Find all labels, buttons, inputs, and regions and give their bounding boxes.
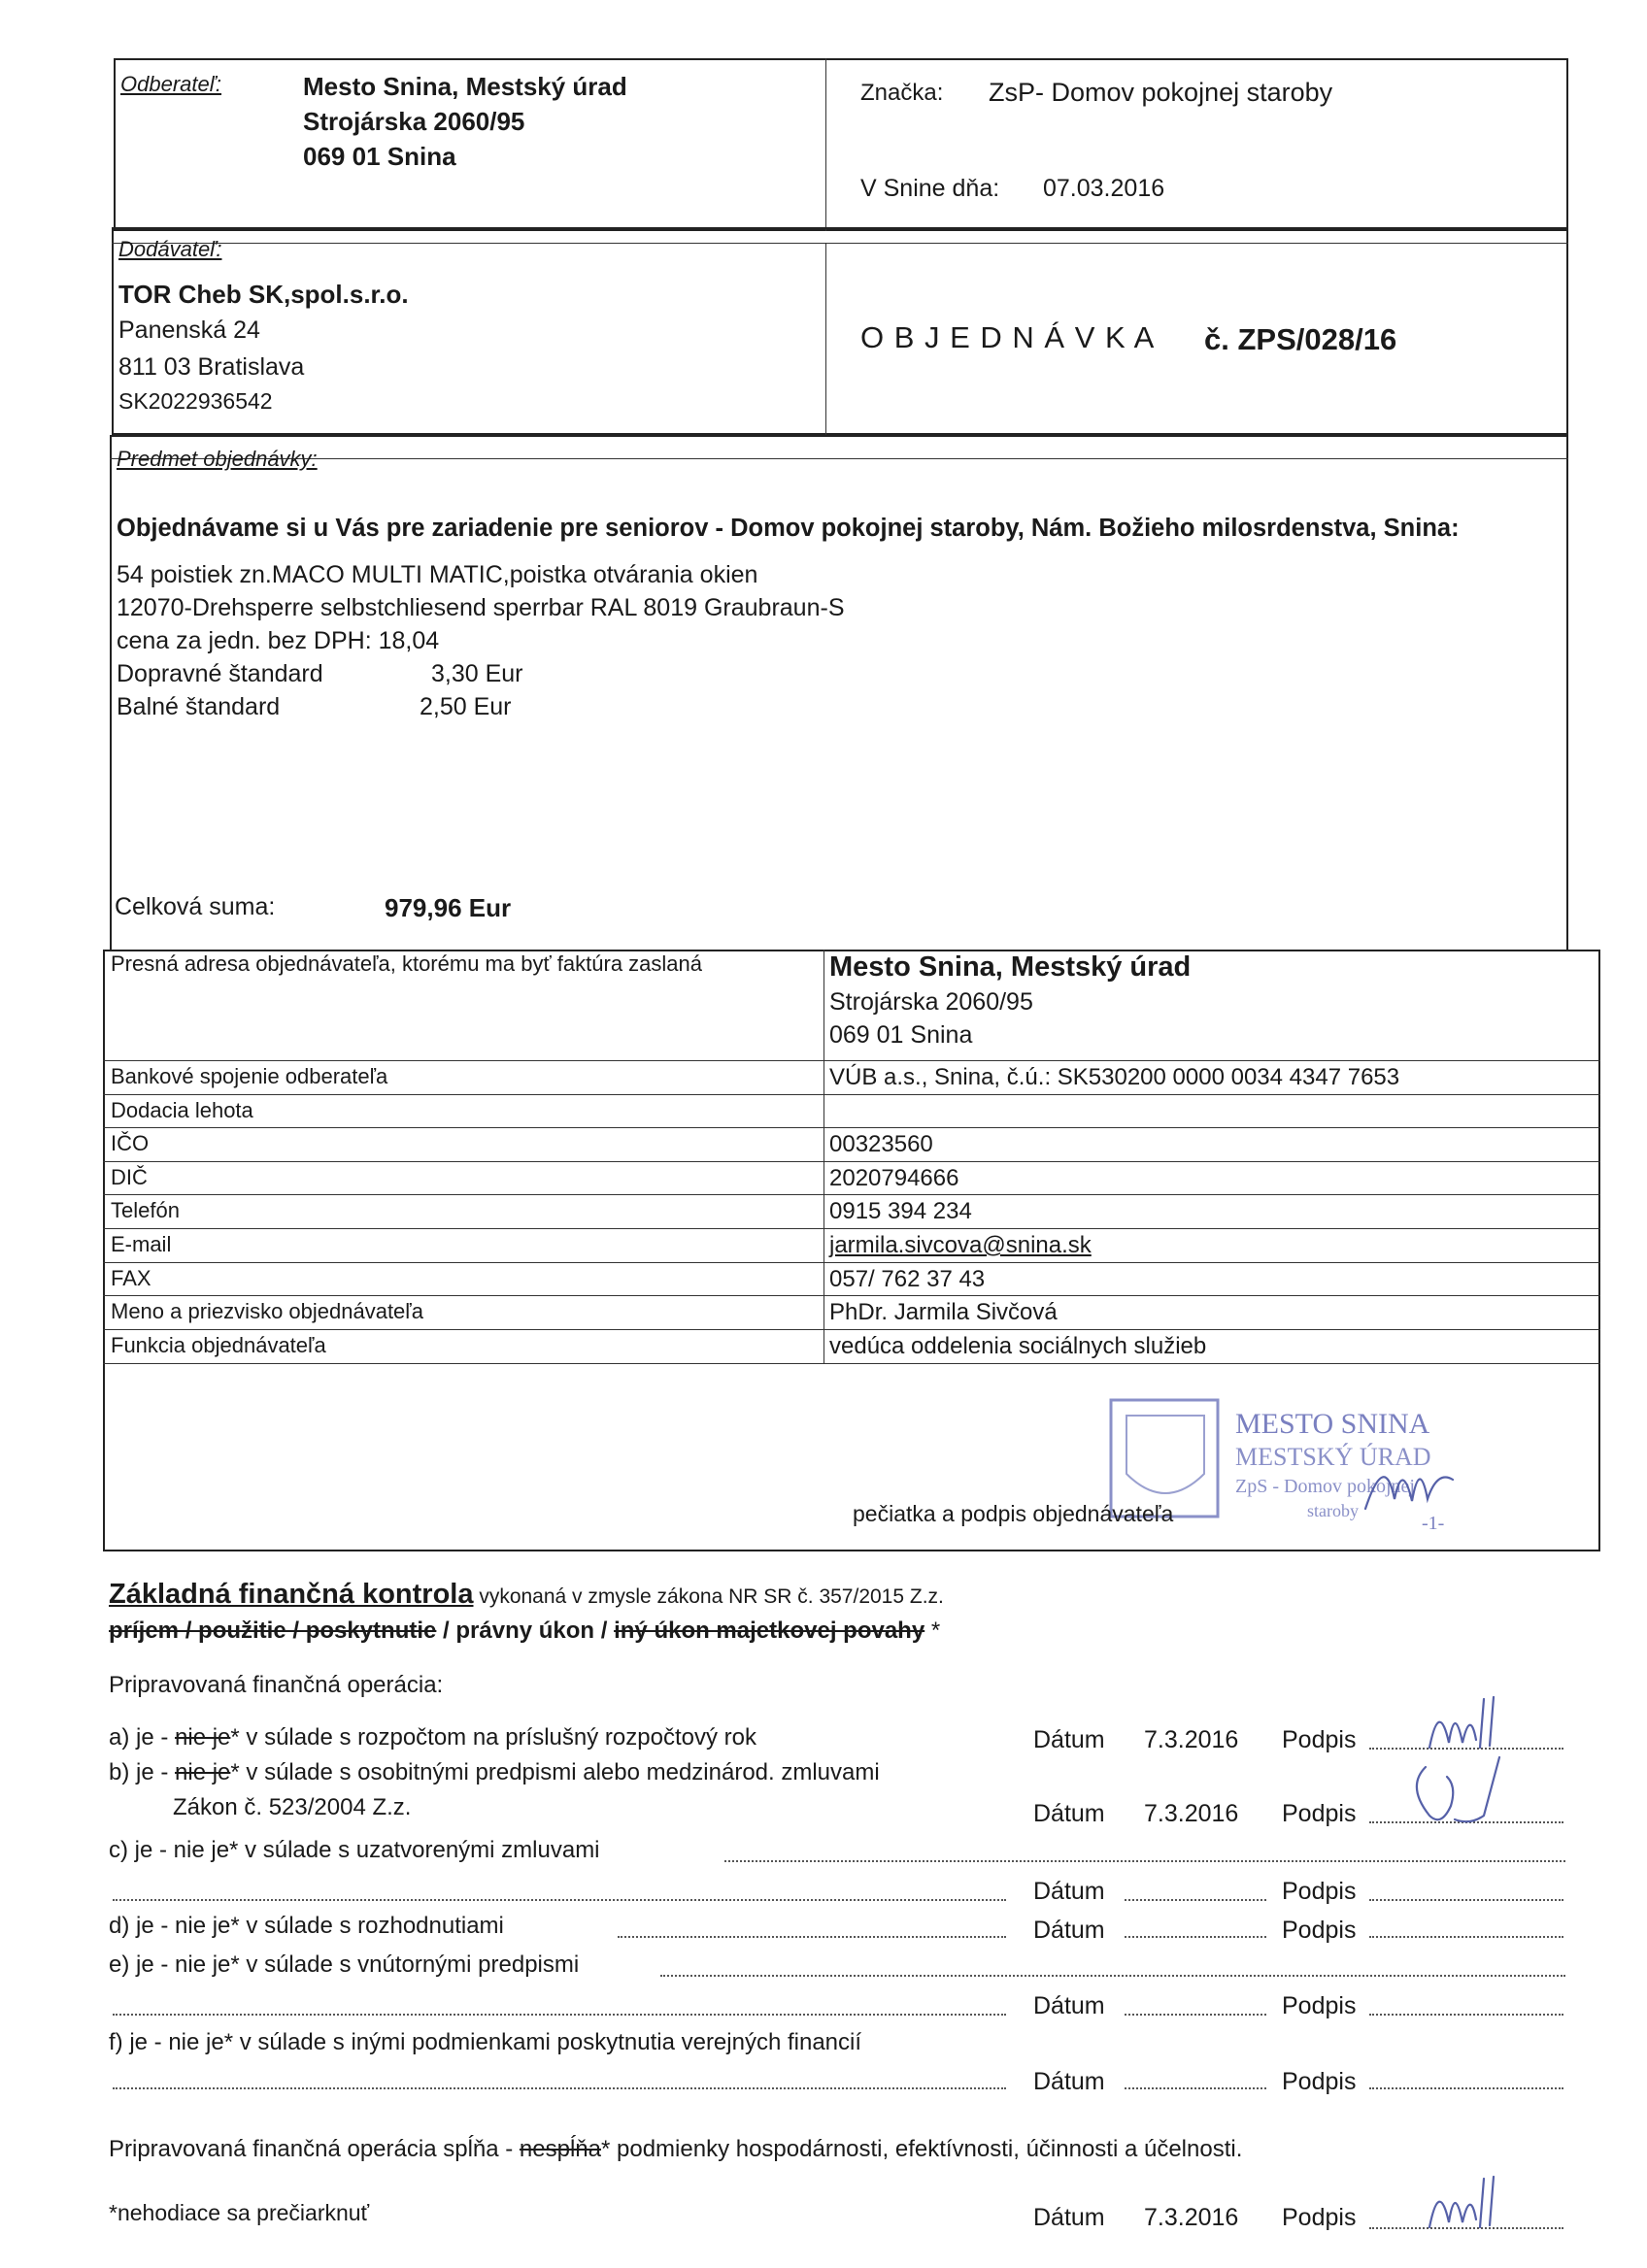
control-final-struck: nespĺňa	[519, 2136, 601, 2162]
control-b-struck: nie je	[175, 1759, 231, 1785]
date-label: V Snine dňa:	[860, 175, 1000, 202]
control-title-line	[109, 1579, 944, 1611]
control-b-pre: b) je -	[109, 1759, 176, 1785]
subject-line1: 54 poistiek zn.MACO MULTI MATIC,poistka otvárania okien	[117, 561, 758, 588]
podpis-d-label: Podpis	[1282, 1917, 1357, 1944]
supplier-vat: SK2022936542	[118, 388, 273, 414]
supplier-street: Panenská 24	[118, 317, 260, 344]
detail-row-value: 057/ 762 37 43	[829, 1265, 986, 1292]
podpis-a-label: Podpis	[1282, 1726, 1357, 1753]
detail-row-line	[103, 1127, 1600, 1128]
datum-f-dots	[1125, 2087, 1266, 2089]
address-street: Strojárska 2060/95	[829, 988, 1033, 1016]
podpis-f-label: Podpis	[1282, 2068, 1357, 2095]
detail-row-label: Dodacia lehota	[111, 1097, 253, 1122]
address-city: 069 01 Snina	[829, 1021, 973, 1049]
shipping-value: 3,30 Eur	[431, 660, 523, 687]
control-sub-star: *	[924, 1618, 941, 1644]
total-value: 979,96 Eur	[385, 893, 512, 922]
header-divider	[825, 58, 826, 231]
znacka-value: ZsP- Domov pokojnej staroby	[989, 78, 1333, 107]
detail-row-line	[103, 1329, 1600, 1330]
footnote: *nehodiace sa prečiarknuť	[109, 2200, 370, 2225]
address-bottom-line	[103, 1060, 1600, 1061]
signature-b	[1402, 1748, 1519, 1835]
control-a-post: * v súlade s rozpočtom na príslušný rozpočtový rok	[230, 1724, 756, 1751]
stamp-caption: pečiatka a podpis objednávateľa	[853, 1501, 1174, 1526]
control-final-post: * podmienky hospodárnosti, efektívnosti, účinnosti a účelnosti.	[601, 2136, 1243, 2162]
date-value: 07.03.2016	[1043, 175, 1165, 202]
packing-label: Balné štandard	[117, 693, 281, 720]
order-title: O B J E D N Á V K A	[860, 320, 1156, 354]
supplier-label: Dodávateľ:	[118, 237, 222, 261]
detail-row-value: 00323560	[829, 1131, 933, 1158]
control-sub-struck1: príjem / použitie / poskytnutie	[109, 1618, 437, 1644]
detail-row-value: VÚB a.s., Snina, č.ú.: SK530200 0000 0034 4347 7653	[829, 1064, 1400, 1090]
detail-row-value: PhDr. Jarmila Sivčová	[829, 1299, 1058, 1326]
datum-a-label: Dátum	[1033, 1726, 1105, 1753]
odberatel-street: Strojárska 2060/95	[303, 107, 525, 136]
detail-row-line	[103, 1094, 1600, 1095]
podpis-c-dots	[1369, 1899, 1563, 1901]
datum-c-dots	[1125, 1899, 1266, 1901]
podpis-d-dots	[1369, 1936, 1563, 1938]
detail-row-line	[103, 1161, 1600, 1162]
control-c: c) je - nie je* v súlade s uzatvorenými zmluvami	[109, 1837, 600, 1863]
datum-e-label: Dátum	[1033, 1992, 1105, 2019]
datum-c-label: Dátum	[1033, 1878, 1105, 1905]
datum-b-label: Dátum	[1033, 1800, 1105, 1827]
d-dots	[618, 1936, 1006, 1938]
subject-line2: 12070-Drehsperre selbstchliesend sperrbar RAL 8019 Graubraun-S	[117, 594, 845, 621]
control-d: d) je - nie je* v súlade s rozhodnutiami	[109, 1913, 504, 1939]
podpis-e-dots	[1369, 2014, 1563, 2016]
detail-row-label: E-mail	[111, 1232, 172, 1256]
detail-row-value: vedúca oddelenia sociálnych služieb	[829, 1332, 1207, 1359]
control-a	[109, 1724, 756, 1751]
stamp-line3: ZpS - Domov pokojnej	[1235, 1476, 1415, 1497]
odberatel-label: Odberateľ:	[120, 72, 222, 96]
shipping-label: Dopravné štandard	[117, 660, 323, 687]
subject-intro: Objednávame si u Vás pre zariadenie pre seniorov - Domov pokojnej staroby, Nám. Božieho milosrdenstva, Snina:	[117, 515, 1460, 542]
signature-final	[1420, 2169, 1507, 2237]
detail-row-line	[103, 1194, 1600, 1195]
podpis-c-label: Podpis	[1282, 1878, 1357, 1905]
stamp-num: -1-	[1422, 1513, 1445, 1534]
stamp-line2: MESTSKÝ ÚRAD	[1235, 1443, 1431, 1471]
details-bottom-line	[103, 1363, 1600, 1364]
e-dots-1	[660, 1975, 1565, 1977]
control-b-law: Zákon č. 523/2004 Z.z.	[173, 1794, 412, 1820]
detail-row-label: FAX	[111, 1265, 151, 1290]
control-subtitle	[109, 1618, 940, 1645]
detail-row-label: Funkcia objednávateľa	[111, 1332, 326, 1357]
address-name: Mesto Snina, Mestský úrad	[829, 951, 1192, 983]
control-sub-mid: / právny úkon /	[436, 1618, 615, 1644]
control-sub-struck2: iný úkon majetkovej povahy	[614, 1618, 925, 1644]
odberatel-city: 069 01 Snina	[303, 142, 456, 171]
f-dots	[113, 2087, 1006, 2089]
detail-row-label: Bankové spojenie odberateľa	[111, 1064, 388, 1088]
packing-value: 2,50 Eur	[420, 693, 512, 720]
c-dots-1	[724, 1860, 1565, 1862]
datum-b-value: 7.3.2016	[1144, 1800, 1239, 1827]
detail-row-line	[103, 1295, 1600, 1296]
datum-f-label: Dátum	[1033, 2068, 1105, 2095]
detail-row-label: IČO	[111, 1131, 150, 1156]
total-label: Celková suma:	[115, 893, 276, 920]
control-b-post: * v súlade s osobitnými predpismi alebo medzinárod. zmluvami	[230, 1759, 880, 1785]
podpis-f-dots	[1369, 2087, 1563, 2089]
znacka-label: Značka:	[860, 80, 944, 106]
subject-label: Predmet objednávky:	[117, 447, 318, 471]
datum-e-dots	[1125, 2014, 1266, 2016]
control-a-struck: nie je	[175, 1724, 231, 1751]
control-e: e) je - nie je* v súlade s vnútornými predpismi	[109, 1951, 580, 1978]
address-label: Presná adresa objednávateľa, ktorému ma byť faktúra zaslaná	[111, 951, 703, 976]
stamp-signature	[1356, 1441, 1462, 1528]
subject-line3: cena za jedn. bez DPH: 18,04	[117, 627, 440, 654]
control-b	[109, 1759, 880, 1786]
c-dots-2	[113, 1899, 1006, 1901]
podpis-b-label: Podpis	[1282, 1800, 1357, 1827]
e-dots-2	[113, 2014, 1006, 2016]
control-f: f) je - nie je* v súlade s inými podmienkami poskytnutia verejných financií	[109, 2029, 862, 2055]
stamp-line1: MESTO SNINA	[1235, 1408, 1430, 1440]
podpis-final-label: Podpis	[1282, 2204, 1357, 2231]
odberatel-name: Mesto Snina, Mestský úrad	[303, 72, 627, 101]
detail-row-value: 0915 394 234	[829, 1198, 972, 1225]
order-number: č. ZPS/028/16	[1204, 322, 1397, 356]
detail-row-line	[103, 1262, 1600, 1263]
detail-row-label: DIČ	[111, 1164, 148, 1189]
control-title-rest: vykonaná v zmysle zákona NR SR č. 357/2015 Z.z.	[473, 1585, 944, 1608]
supplier-divider	[825, 243, 826, 435]
control-final	[109, 2136, 1242, 2163]
subject-box	[110, 435, 1568, 951]
control-title: Základná finančná kontrola	[109, 1579, 474, 1610]
datum-d-label: Dátum	[1033, 1917, 1105, 1944]
control-prep: Pripravovaná finančná operácia:	[109, 1672, 444, 1698]
datum-a-value: 7.3.2016	[1144, 1726, 1239, 1753]
podpis-e-label: Podpis	[1282, 1992, 1357, 2019]
supplier-name: TOR Cheb SK,spol.s.r.o.	[118, 280, 409, 309]
detail-row-value: jarmila.sivcova@snina.sk	[829, 1232, 1092, 1258]
datum-d-dots	[1125, 1936, 1266, 1938]
detail-row-label: Telefón	[111, 1198, 180, 1223]
datum-final-value: 7.3.2016	[1144, 2204, 1239, 2231]
datum-final-label: Dátum	[1033, 2204, 1105, 2231]
detail-row-value: 2020794666	[829, 1164, 959, 1191]
control-final-pre: Pripravovaná finančná operácia spĺňa -	[109, 2136, 520, 2162]
supplier-top-double	[112, 243, 1568, 244]
detail-row-line	[103, 1228, 1600, 1229]
subject-top-double	[110, 458, 1568, 459]
control-a-pre: a) je -	[109, 1724, 176, 1751]
detail-row-label: Meno a priezvisko objednávateľa	[111, 1299, 423, 1324]
stamp-line4: staroby	[1307, 1501, 1359, 1520]
supplier-city: 811 03 Bratislava	[118, 353, 305, 381]
